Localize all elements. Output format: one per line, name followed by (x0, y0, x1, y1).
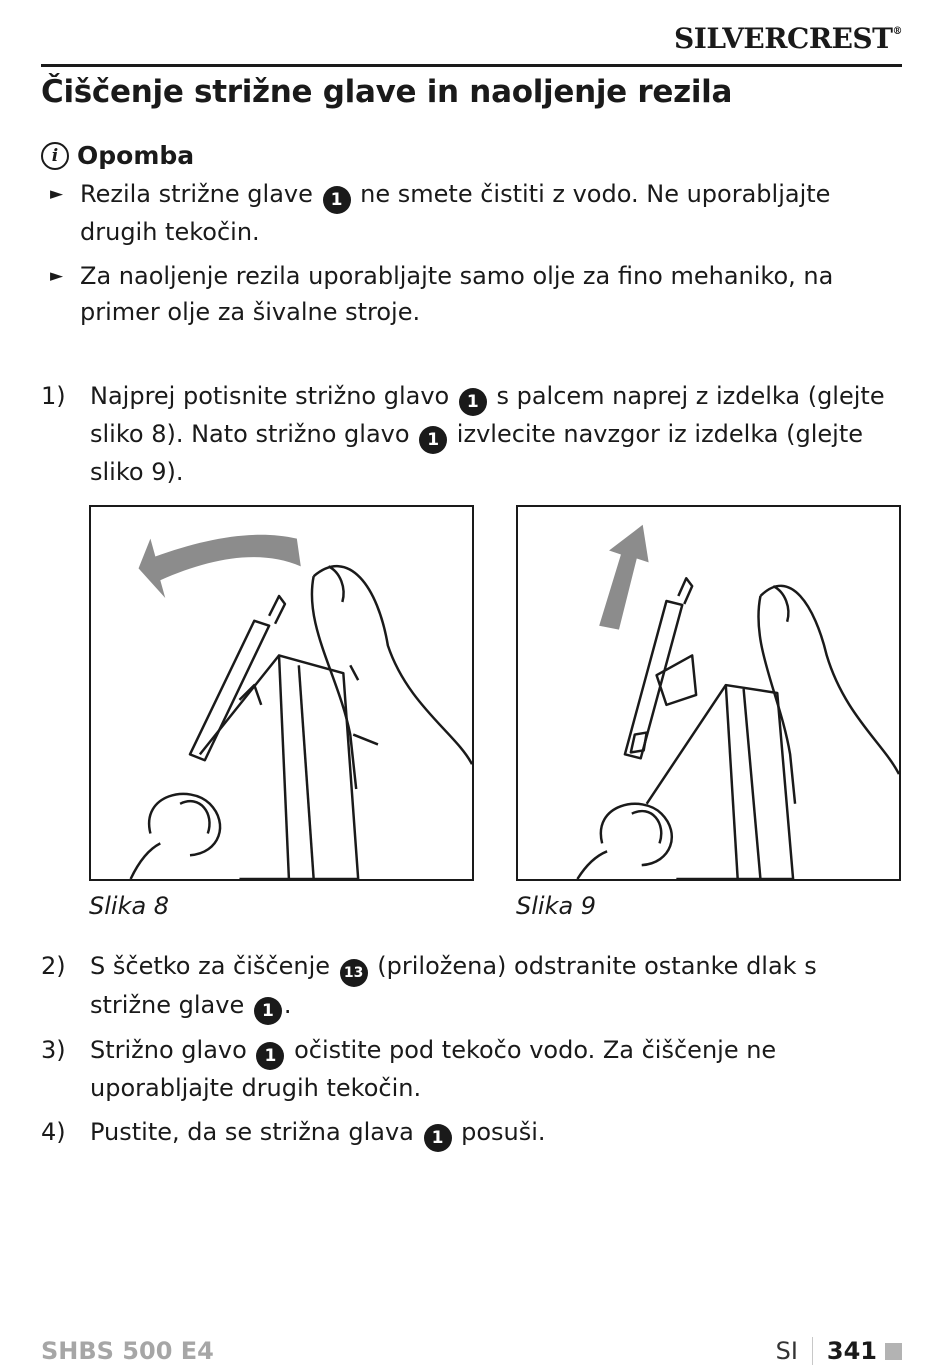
note-item-2: ► Za naoljenje rezila uporabljajte samo olje za fino mehaniko, na primer olje za šivalne stroje. (50, 258, 880, 330)
figure-8-caption: Slika 8 (89, 892, 170, 920)
part-number-badge: 1 (254, 997, 282, 1025)
part-number-badge: 1 (323, 186, 351, 214)
note-item-1: ► Rezila strižne glave 1 ne smete čistiti z vodo. Ne uporabljajte drugih tekočin. (50, 176, 880, 250)
step-3: 3) Strižno glavo 1 očistite pod tekočo vodo. Za čiščenje ne uporabljajte drugih tekočin. (41, 1036, 777, 1102)
bullet-arrow-icon: ► (50, 184, 64, 204)
step-1: 1) Najprej potisnite strižno glavo 1 s palcem naprej z izdelka (glejte sliko 8). Nato strižno glavo 1 izvlecite navzgor iz izdelka (glejte sliko 9). (41, 382, 885, 486)
part-number-badge: 1 (424, 1124, 452, 1152)
figure-9-caption: Slika 9 (516, 892, 597, 920)
page-number: 341 (826, 1337, 877, 1365)
pull-up-arrow-icon (599, 525, 648, 630)
push-arrow-icon (139, 535, 301, 598)
part-number-badge: 1 (459, 388, 487, 416)
step-4: 4) Pustite, da se strižna glava 1 posuši. (41, 1114, 891, 1152)
figure-8 (89, 505, 474, 881)
footer-square-icon (885, 1343, 902, 1360)
step-2: 2) S ščetko za čiščenje 13 (priložena) odstranite ostanke dlak s strižne glave 1 . (41, 948, 891, 1025)
footer-divider (812, 1337, 813, 1365)
figure-8-illustration (91, 507, 472, 879)
part-number-badge: 1 (256, 1042, 284, 1070)
header-rule (41, 64, 902, 67)
bullet-arrow-icon: ► (50, 266, 64, 286)
info-icon: i (41, 142, 69, 170)
footer-language: SI (775, 1337, 798, 1365)
footer-pagination (776, 1337, 902, 1365)
brand-logo: SILVERCREST® (674, 22, 902, 55)
page-title: Čiščenje strižne glave in naoljenje rezila (41, 74, 733, 110)
part-number-badge: 1 (419, 426, 447, 454)
figure-9-illustration (518, 507, 899, 879)
footer-model: SHBS 500 E4 (41, 1337, 214, 1365)
note-heading: i Opomba (41, 141, 194, 170)
part-number-badge: 13 (340, 959, 368, 987)
figure-9 (516, 505, 901, 881)
